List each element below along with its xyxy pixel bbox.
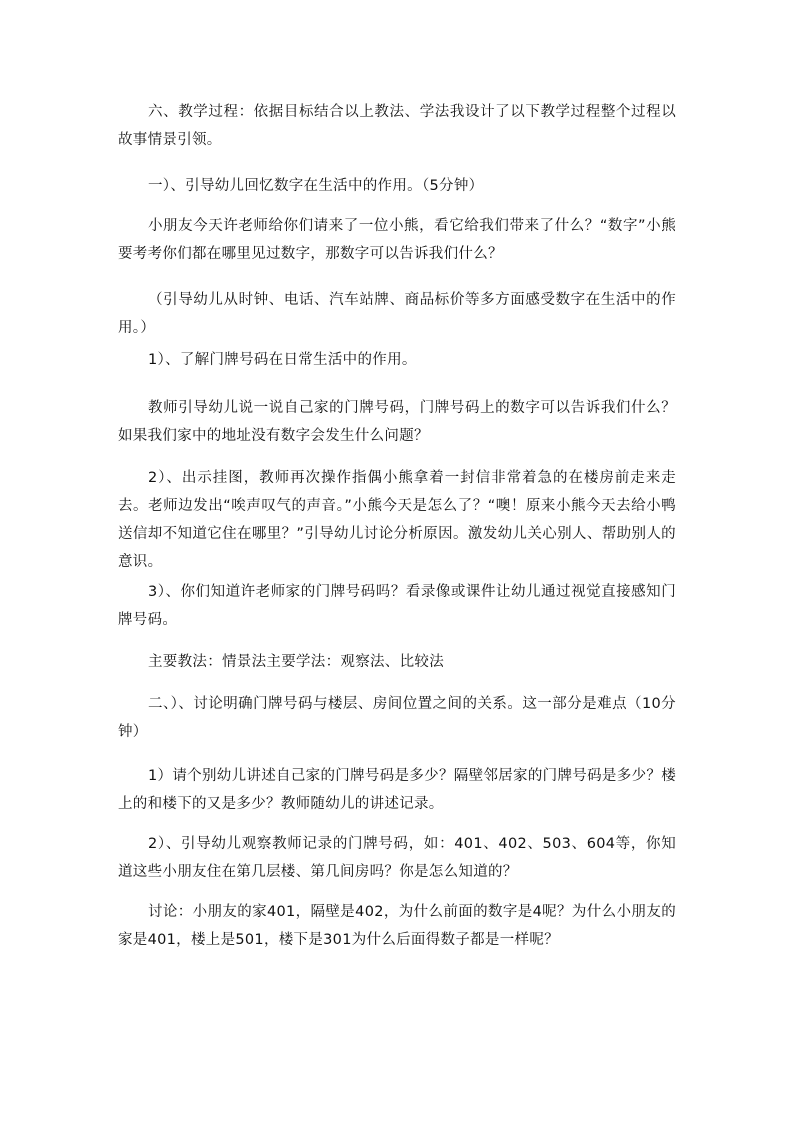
paragraph-step-1-body: 教师引导幼儿说一说自己家的门牌号码，门牌号码上的数字可以告诉我们什么？如果我们家中的地址没有数字会发生什么问题？	[118, 400, 676, 444]
paragraph-teaching-process: 六、教学过程：依据目标结合以上教法、学法我设计了以下教学过程整个过程以故事情景引领。	[118, 104, 676, 148]
paragraph-main-methods: 主要教法：情景法主要学法：观察法、比较法	[148, 654, 444, 670]
paragraph-guide-numbers: （引导幼儿从时钟、电话、汽车站牌、商品标价等多方面感受数字在生活中的作用。）	[118, 292, 676, 336]
paragraph-section-two-heading: 二、）、讨论明确门牌号码与楼层、房间位置之间的关系。这一部分是难点（10分钟）	[118, 696, 676, 740]
paragraph-section-one-heading: 一）、引导幼儿回忆数字在生活中的作用。（5分钟）	[148, 178, 484, 194]
paragraph-step-2: 2）、出示挂图，教师再次操作指偶小熊拿着一封信非常着急的在楼房前走来走去。老师边发出“唉声叹气的声音。”小熊今天是怎么了？“噢！原来小熊今天去给小鸭送信却不知道它住在哪里？”引导幼儿讨论分析原因。激发幼儿关心别人、帮助别人的意识。	[118, 470, 676, 570]
paragraph-discussion: 讨论：小朋友的家401，隔壁是402，为什么前面的数字是4呢？为什么小朋友的家是401，楼上是501，楼下是301为什么后面得数子都是一样呢？	[118, 904, 676, 948]
paragraph-step-3: 3）、你们知道许老师家的门牌号码吗？看录像或课件让幼儿通过视觉直接感知门牌号码。	[118, 584, 676, 628]
paragraph-section-two-step-1: 1）请个别幼儿讲述自己家的门牌号码是多少？隔壁邻居家的门牌号码是多少？楼上的和楼下的又是多少？教师随幼儿的讲述记录。	[118, 768, 676, 812]
paragraph-bear-intro: 小朋友今天许老师给你们请来了一位小熊，看它给我们带来了什么？“数字”小熊要考考你们都在哪里见过数字，那数字可以告诉我们什么？	[118, 218, 676, 262]
paragraph-section-two-step-2: 2）、引导幼儿观察教师记录的门牌号码，如：401、402、503、604等，你知道这些小朋友住在第几层楼、第几间房吗？你是怎么知道的？	[118, 836, 676, 880]
paragraph-step-1-heading: 1）、了解门牌号码在日常生活中的作用。	[148, 352, 417, 368]
